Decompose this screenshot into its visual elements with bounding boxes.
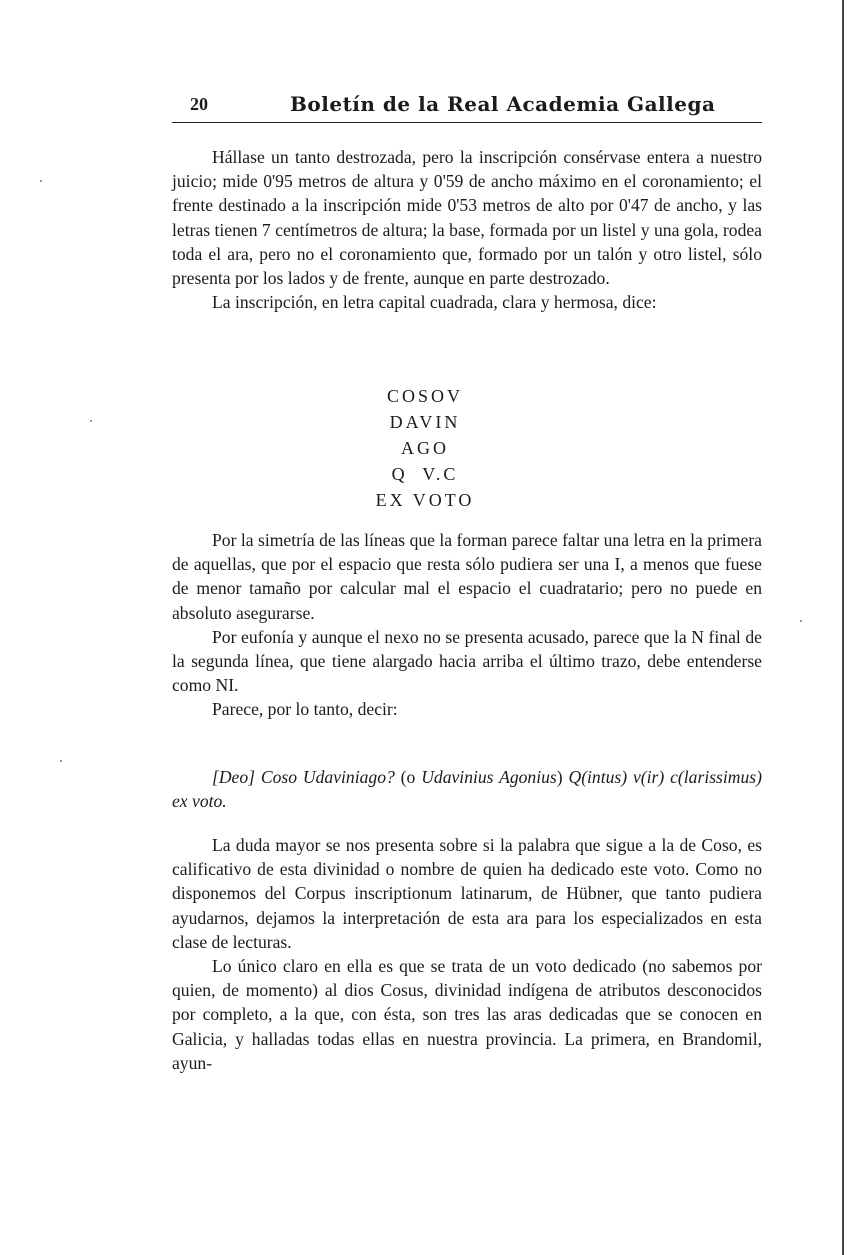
inscription-transcription (300, 383, 550, 513)
text-block-top (172, 145, 762, 314)
reading-rest: Q(intus) v(ir) c(larissimus) ex voto. (172, 767, 763, 812)
paragraph-symmetry: Por la simetría de las líneas que la forman parece faltar una letra en la primera de aquellas, que por el espacio que resta sólo pudiera ser una I, a menos que fuese de menor tamaño por calcular mal el espacio el cuadratario; pero no puede en absoluto asegurarse. (172, 530, 762, 623)
reading-paren-open: (o (394, 767, 422, 787)
scan-edge-line (842, 0, 844, 1255)
text-block-middle (172, 528, 762, 722)
page-number: 20 (190, 94, 208, 114)
page-header (172, 92, 762, 123)
reading-deo: [Deo] Coso Udaviniago? (212, 767, 395, 787)
inscription-line: AGO (401, 438, 449, 458)
paragraph-cosus: Lo único claro en ella es que se trata de un voto dedicado (no sabemos por quien, de momento) al dios Cosus, divinidad indígena de atributos desconocidos por completo, a la que, con ésta, son tres las aras dedicadas que se conocen en Galicia, y halladas todas ellas en nuestra provincia. La primera, en Brandomil, ayun- (172, 956, 762, 1073)
paragraph-euphony: Por eufonía y aunque el nexo no se presenta acusado, parece que la N final de la segunda línea, que tiene alargado hacia arriba el último trazo, debe entenderse como NI. (172, 626, 762, 696)
paragraph-reading-intro: Parece, por lo tanto, decir: (212, 699, 398, 720)
text-block-bottom (172, 833, 762, 1075)
paragraph-doubt: La duda mayor se nos presenta sobre si la palabra que sigue a la de Coso, es calificativo de esta divinidad o nombre de quien ha dedicado este voto. Como no disponemos del Corpus inscriptionum latinarum, de Hübner, que tanto pudiera ayudarnos, dejamos la interpretación de esta ara para los especializados en esta clase de lecturas. (172, 835, 762, 952)
reading-paren-close: ) (556, 767, 569, 787)
scan-speck (40, 180, 42, 182)
paragraph-description: Hállase un tanto destrozada, pero la inscripción consérvase entera a nuestro juicio; mide 0'95 metros de altura y 0'59 de ancho máximo en el coronamiento; el frente destinado a la inscripción mide 0'53 metros de alto por 0'47 de ancho, y las letras tienen 7 centímetros de altura; la base, formada por un listel y una gola, rodea toda el ara, pero no el coronamiento que, formado por un talón y otro listel, sólo presenta por los lados y de frente, aunque en parte destrozado. (172, 147, 762, 289)
running-title: Boletín de la Real Academia Gallega (290, 92, 716, 116)
inscription-line: DAVIN (389, 412, 461, 432)
inscription-line: EX VOTO (375, 490, 475, 510)
scan-speck (800, 620, 802, 622)
inscription-line: COSOV (386, 386, 463, 406)
inscription-line: Q V.C (391, 464, 459, 484)
scan-speck (90, 420, 92, 422)
scan-speck (60, 760, 62, 762)
proposed-reading (172, 765, 762, 813)
paragraph-intro-inscription: La inscripción, en letra capital cuadrada, clara y hermosa, dice: (212, 292, 657, 313)
reading-alt: Udavinius Agonius (421, 767, 557, 787)
